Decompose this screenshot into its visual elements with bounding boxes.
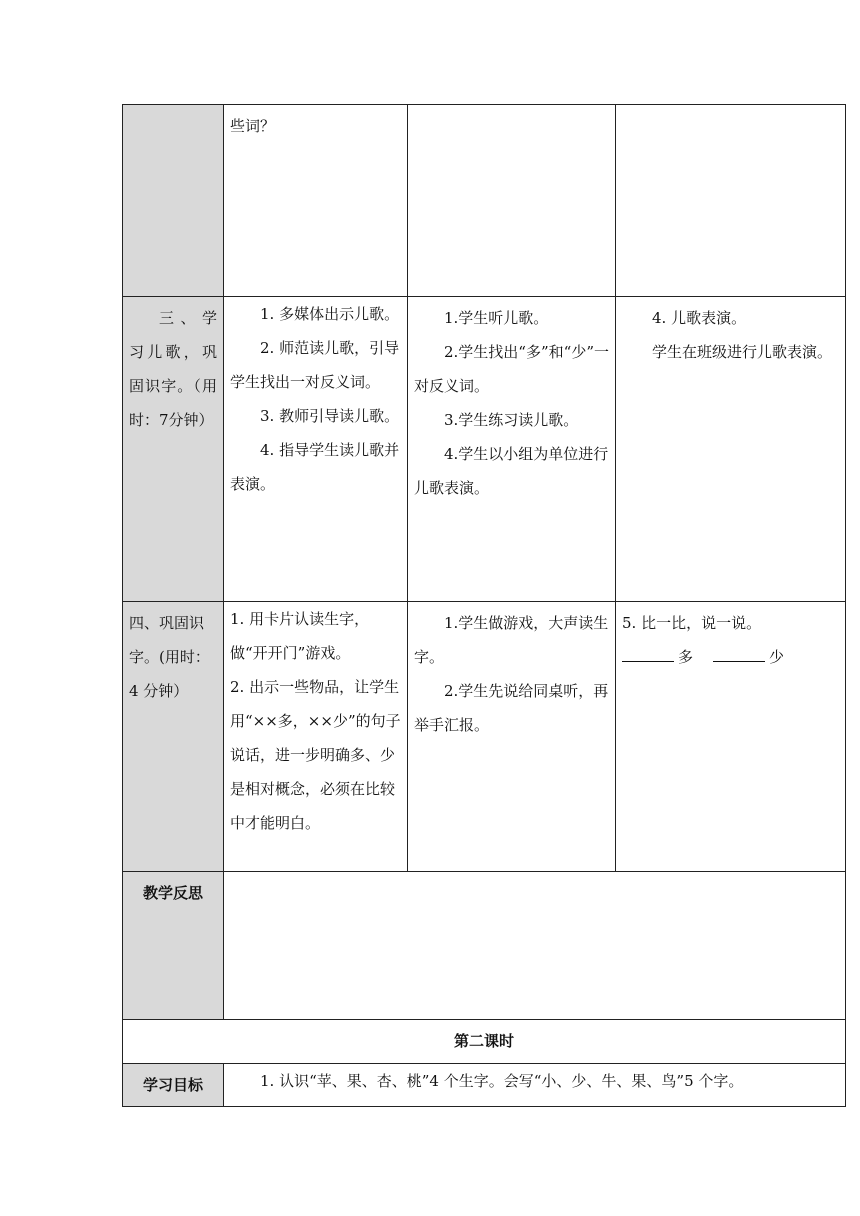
reflection-content[interactable] bbox=[224, 872, 846, 1020]
student-step: 4.学生以小组为单位进行儿歌表演。 bbox=[414, 445, 609, 497]
student-step: 2.学生找出“多”和“少”一对反义词。 bbox=[414, 343, 609, 395]
design-text: 4. 儿歌表演。 bbox=[652, 309, 747, 327]
student-step: 1.学生做游戏，大声读生字。 bbox=[414, 614, 609, 666]
stage-cell bbox=[123, 105, 224, 297]
design-intent-cell bbox=[616, 297, 846, 602]
fill-blank[interactable] bbox=[713, 643, 765, 662]
student-activity-cell bbox=[408, 105, 616, 297]
stage-cell bbox=[123, 602, 224, 872]
goals-text: 1. 认识“苹、果、杏、桃”4 个生字。会写“小、少、牛、果、鸟”5 个字。 bbox=[260, 1072, 744, 1090]
design-text: 5. 比一比，说一说。 bbox=[622, 614, 762, 632]
teacher-step: 3. 教师引导读儿歌。 bbox=[260, 407, 400, 425]
goals-content bbox=[224, 1064, 846, 1107]
table-row bbox=[123, 872, 846, 1020]
student-activity-cell bbox=[408, 602, 616, 872]
table-row bbox=[123, 297, 846, 602]
teacher-step: 4. 指导学生读儿歌并表演。 bbox=[230, 441, 400, 493]
word-less: 少 bbox=[769, 648, 785, 666]
teacher-step: 2. 师范读儿歌，引导学生找出一对反义词。 bbox=[230, 339, 400, 391]
session-title: 第二课时 bbox=[123, 1020, 846, 1064]
design-intent-cell bbox=[616, 602, 846, 872]
goals-label: 学习目标 bbox=[123, 1064, 224, 1107]
teacher-activity-cell bbox=[224, 602, 408, 872]
student-activity-cell bbox=[408, 297, 616, 602]
student-step: 2.学生先说给同桌听，再举手汇报。 bbox=[414, 682, 609, 734]
table-row bbox=[123, 105, 846, 297]
reflection-label: 教学反思 bbox=[123, 872, 224, 1020]
teacher-step: 1. 用卡片认读生字，做“开开门”游戏。 bbox=[230, 610, 370, 662]
design-intent-cell bbox=[616, 105, 846, 297]
table-row bbox=[123, 602, 846, 872]
word-more: 多 bbox=[678, 648, 694, 666]
stage-cell bbox=[123, 297, 224, 602]
table-row bbox=[123, 1064, 846, 1107]
table-row bbox=[123, 1020, 846, 1064]
student-step: 1.学生听儿歌。 bbox=[444, 309, 549, 327]
teacher-activity-cell bbox=[224, 105, 408, 297]
design-text: 学生在班级进行儿歌表演。 bbox=[652, 343, 833, 361]
teacher-step: 2. 出示一些物品，让学生用“××多，××少”的句子说话，进一步明确多、少是相对概念，必须在比较中才能明白。 bbox=[230, 678, 401, 832]
stage-text: 四、巩固识字。(用时：4 分钟） bbox=[129, 614, 210, 700]
cell-text: 些词？ bbox=[230, 117, 276, 135]
teacher-step: 1. 多媒体出示儿歌。 bbox=[260, 305, 400, 323]
student-step: 3.学生练习读儿歌。 bbox=[444, 411, 579, 429]
compare-blanks bbox=[622, 640, 839, 674]
stage-text: 三、学习儿歌，巩固识字。（用时：7分钟） bbox=[129, 309, 217, 429]
teacher-activity-cell bbox=[224, 297, 408, 602]
lesson-plan-table bbox=[122, 104, 846, 1107]
fill-blank[interactable] bbox=[622, 643, 674, 662]
